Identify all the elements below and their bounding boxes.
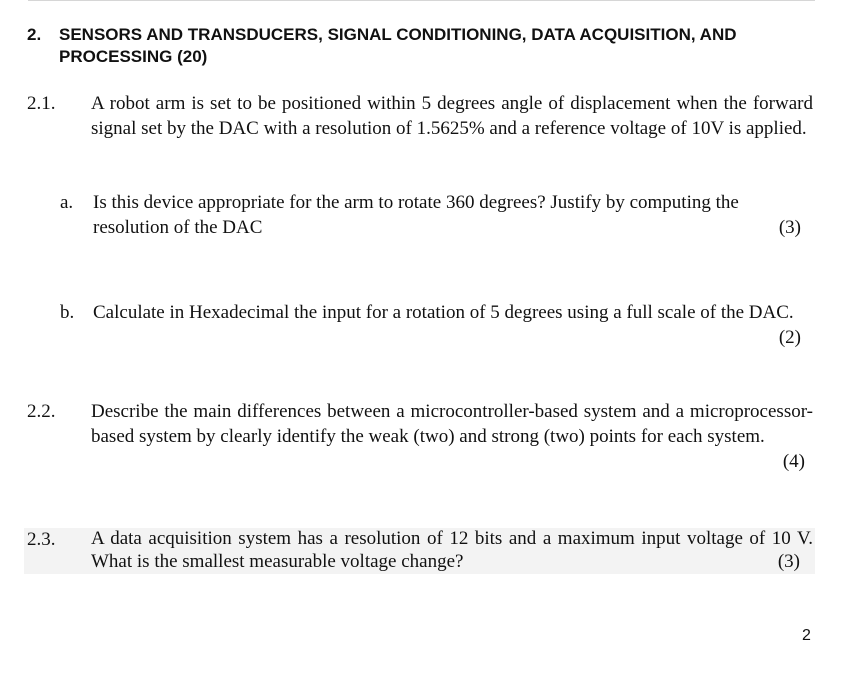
- question-number-2-3: 2.3.: [27, 529, 56, 550]
- subquestion-a-text: Is this device appropriate for the arm to rotate 360 degrees? Justify by computing the resolution of the DAC: [93, 192, 739, 238]
- subquestion-a-marks: (3): [778, 217, 801, 238]
- question-2-2-text: Describe the main differences between a microcontroller-based system and a microprocessor-based system by clearly identify the weak (two) and strong (two) points for each system.: [91, 401, 813, 447]
- subquestion-b-marks: (2): [778, 327, 801, 348]
- section-number: 2.: [27, 25, 42, 44]
- page-number: 2: [802, 627, 811, 644]
- question-2-2: [91, 399, 813, 472]
- section-title: SENSORS AND TRANSDUCERS, SIGNAL CONDITIONING, DATA ACQUISITION, AND PROCESSING (20): [59, 25, 737, 66]
- subquestion-b: [93, 300, 801, 350]
- question-2-1-text: A robot arm is set to be positioned within 5 degrees angle of displacement when the forward signal set by the DAC with a resolution of 1.5625% and a reference voltage of 10V is applied.: [91, 93, 813, 139]
- subquestion-b-text: Calculate in Hexadecimal the input for a rotation of 5 degrees using a full scale of the DAC.: [93, 302, 794, 323]
- question-2-2-marks: (4): [782, 451, 805, 472]
- top-rule: [28, 0, 815, 1]
- subquestion-b-label: b.: [60, 302, 75, 323]
- subquestion-a-label: a.: [60, 192, 74, 213]
- subquestion-a: [93, 190, 801, 240]
- question-2-3: [91, 527, 813, 573]
- question-number-2-1: 2.1.: [27, 93, 56, 114]
- question-2-3-marks: (3): [777, 551, 800, 572]
- question-2-3-text: A data acquisition system has a resolution of 12 bits and a maximum input voltage of 10 V. What is the smallest measurable voltage change?: [91, 528, 813, 572]
- question-number-2-2: 2.2.: [27, 401, 56, 422]
